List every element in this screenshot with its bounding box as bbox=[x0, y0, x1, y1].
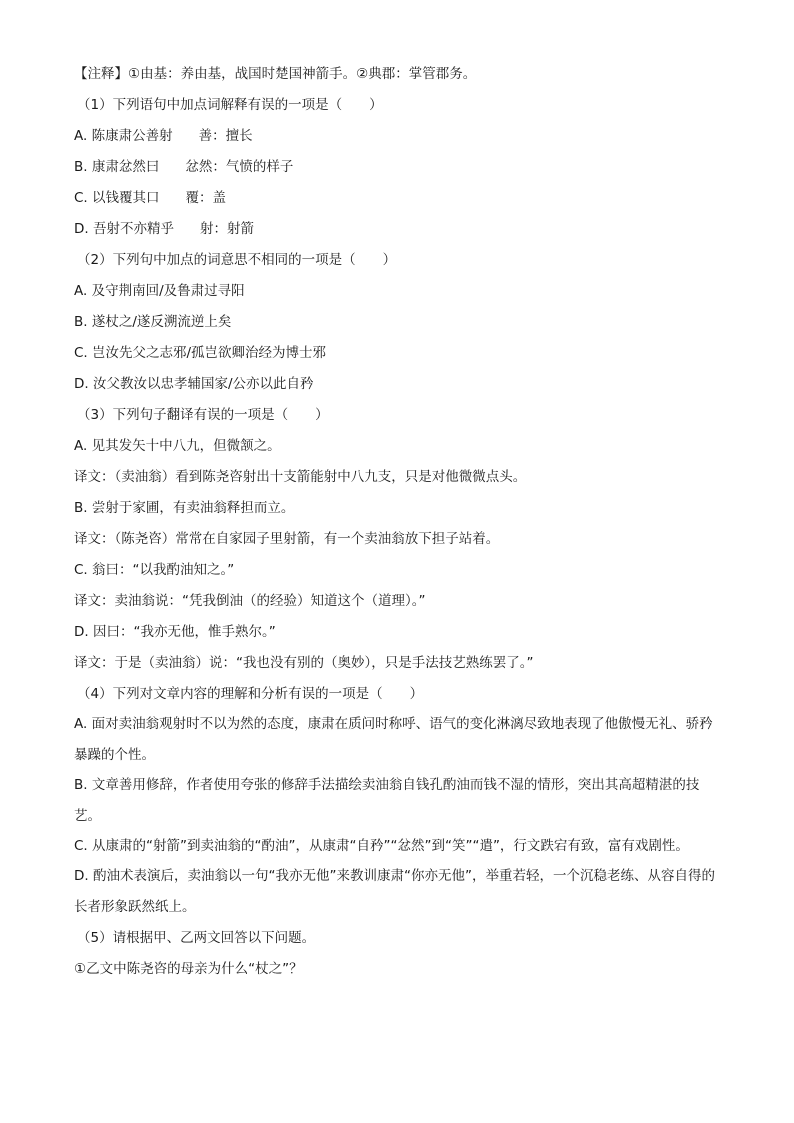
option-a-text: A. 陈康肃公善射 bbox=[74, 128, 173, 144]
question-2-option-b: B. 遂杖之/遂反溯流逆上矣 bbox=[74, 314, 232, 330]
question-3-option-c-translation: 译文：卖油翁说：“凭我倒油（的经验）知道这个（道理）。” bbox=[74, 593, 426, 609]
question-4-option-c: C. 从康肃的“射箭”到卖油翁的“酌油”，从康肃“自矜”“忿然”到“笑”“遣”，行文跌宕有致，富有戏剧性。 bbox=[74, 838, 689, 854]
question-3-option-a: A. 见其发矢十中八九，但微颔之。 bbox=[74, 438, 281, 454]
question-1-option-c bbox=[74, 188, 724, 208]
question-3-option-c: C. 翁曰：“以我酌油知之。” bbox=[74, 562, 235, 578]
question-3-option-d: D. 因曰：“我亦无他，惟手熟尔。” bbox=[74, 624, 276, 640]
question-2-option-d: D. 汝父教汝以忠孝辅国家/公亦以此自矜 bbox=[74, 376, 314, 392]
question-2-option-a: A. 及守荆南回/及鲁肃过寻阳 bbox=[74, 283, 245, 299]
question-3-stem: （3）下列句子翻译有误的一项是（ ） bbox=[77, 407, 329, 423]
question-4-option-d: D. 酌油术表演后，卖油翁以一句“我亦无他”来教训康肃“你亦无他”，举重若轻，一个沉稳老练、从容自得的长者形象跃然纸上。 bbox=[74, 868, 715, 915]
option-d-gloss: 射：射箭 bbox=[199, 221, 254, 237]
question-3-option-b-translation: 译文：（陈尧咨）常常在自家园子里射箭，有一个卖油翁放下担子站着。 bbox=[74, 531, 500, 547]
question-3-option-a-translation: 译文：（卖油翁）看到陈尧咨射出十支箭能射中八九支，只是对他微微点头。 bbox=[74, 469, 527, 485]
option-c-text: C. 以钱覆其口 bbox=[74, 190, 160, 206]
option-b-gloss: 忿然：气愤的样子 bbox=[185, 159, 294, 175]
option-a-gloss: 善：擅长 bbox=[198, 128, 253, 144]
question-4-option-a: A. 面对卖油翁观射时不以为然的态度，康肃在质问时称呼、语气的变化淋漓尽致地表现了他傲慢无礼、骄矜暴躁的个性。 bbox=[74, 716, 713, 763]
question-5-stem: （5）请根据甲、乙两文回答以下问题。 bbox=[77, 930, 316, 946]
question-1-option-d bbox=[74, 219, 724, 239]
question-1-stem: （1）下列语句中加点词解释有误的一项是（ ） bbox=[77, 97, 383, 113]
option-b-text: B. 康肃忿然曰 bbox=[74, 159, 160, 175]
question-4-stem: （4）下列对文章内容的理解和分析有误的一项是（ ） bbox=[77, 686, 424, 702]
question-4-option-b: B. 文章善用修辞，作者使用夸张的修辞手法描绘卖油翁自钱孔酌油而钱不湿的情形，突出其高超精湛的技艺。 bbox=[74, 777, 700, 824]
annotation-note: 【注释】①由基：养由基，战国时楚国神箭手。②典郡：掌管郡务。 bbox=[74, 66, 477, 82]
question-1-option-b bbox=[74, 157, 724, 177]
question-3-option-d-translation: 译文：于是（卖油翁）说：“我也没有别的（奥妙），只是手法技艺熟练罢了。” bbox=[74, 655, 534, 671]
option-c-gloss: 覆：盖 bbox=[185, 190, 227, 206]
question-2-stem: （2）下列句中加点的词意思不相同的一项是（ ） bbox=[77, 252, 397, 268]
page-content bbox=[74, 64, 724, 990]
question-5-sub-1: ①乙文中陈尧咨的母亲为什么“杖之”？ bbox=[74, 961, 303, 977]
question-2-option-c: C. 岂汝先父之志邪/孤岂欲卿治经为博士邪 bbox=[74, 345, 327, 361]
option-d-text: D. 吾射不亦精乎 bbox=[74, 221, 174, 237]
question-3-option-b: B. 尝射于家圃，有卖油翁释担而立。 bbox=[74, 500, 295, 516]
question-1-option-a bbox=[74, 126, 724, 146]
